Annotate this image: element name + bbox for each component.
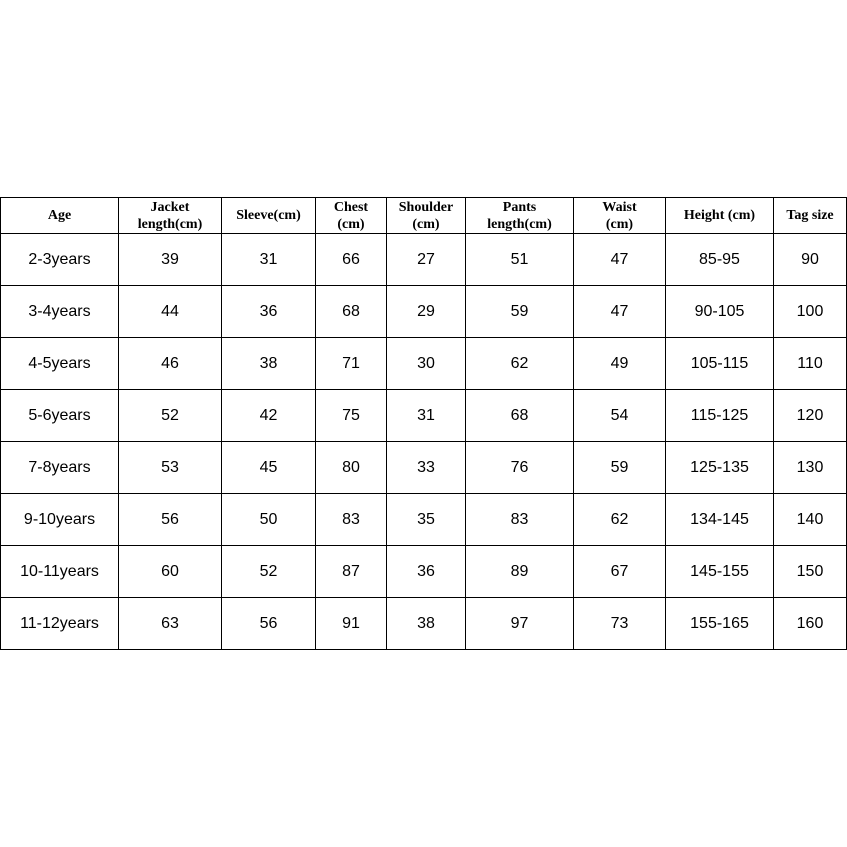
cell-shoulder: 33 xyxy=(387,442,466,494)
cell-sleeve: 56 xyxy=(222,598,316,650)
cell-shoulder: 35 xyxy=(387,494,466,546)
cell-pants-length: 76 xyxy=(466,442,574,494)
cell-sleeve: 45 xyxy=(222,442,316,494)
header-sleeve: Sleeve(cm) xyxy=(222,198,316,234)
cell-tag-size: 90 xyxy=(774,234,847,286)
cell-pants-length: 59 xyxy=(466,286,574,338)
header-row xyxy=(1,198,847,234)
cell-pants-length: 51 xyxy=(466,234,574,286)
cell-chest: 66 xyxy=(316,234,387,286)
cell-pants-length: 83 xyxy=(466,494,574,546)
cell-shoulder: 36 xyxy=(387,546,466,598)
header-height: Height (cm) xyxy=(666,198,774,234)
header-jacket-length: Jacket length(cm) xyxy=(119,198,222,234)
header-shoulder: Shoulder (cm) xyxy=(387,198,466,234)
cell-sleeve: 38 xyxy=(222,338,316,390)
cell-waist: 47 xyxy=(574,234,666,286)
cell-height: 85-95 xyxy=(666,234,774,286)
cell-pants-length: 68 xyxy=(466,390,574,442)
table-header xyxy=(1,198,847,234)
table-row xyxy=(1,234,847,286)
cell-shoulder: 29 xyxy=(387,286,466,338)
table-row xyxy=(1,494,847,546)
cell-height: 145-155 xyxy=(666,546,774,598)
table-row xyxy=(1,286,847,338)
cell-age: 11-12years xyxy=(1,598,119,650)
cell-jacket-length: 56 xyxy=(119,494,222,546)
cell-waist: 54 xyxy=(574,390,666,442)
cell-tag-size: 140 xyxy=(774,494,847,546)
table-row xyxy=(1,442,847,494)
cell-age: 7-8years xyxy=(1,442,119,494)
cell-height: 90-105 xyxy=(666,286,774,338)
cell-age: 4-5years xyxy=(1,338,119,390)
cell-jacket-length: 60 xyxy=(119,546,222,598)
cell-tag-size: 150 xyxy=(774,546,847,598)
cell-jacket-length: 46 xyxy=(119,338,222,390)
header-pants-length: Pants length(cm) xyxy=(466,198,574,234)
cell-waist: 67 xyxy=(574,546,666,598)
cell-jacket-length: 39 xyxy=(119,234,222,286)
cell-tag-size: 110 xyxy=(774,338,847,390)
table-row xyxy=(1,598,847,650)
cell-chest: 87 xyxy=(316,546,387,598)
cell-sleeve: 50 xyxy=(222,494,316,546)
cell-waist: 59 xyxy=(574,442,666,494)
table-row xyxy=(1,338,847,390)
table-row xyxy=(1,390,847,442)
header-age: Age xyxy=(1,198,119,234)
cell-tag-size: 100 xyxy=(774,286,847,338)
cell-jacket-length: 52 xyxy=(119,390,222,442)
cell-shoulder: 30 xyxy=(387,338,466,390)
cell-tag-size: 120 xyxy=(774,390,847,442)
cell-waist: 49 xyxy=(574,338,666,390)
header-waist: Waist (cm) xyxy=(574,198,666,234)
cell-sleeve: 31 xyxy=(222,234,316,286)
table-body xyxy=(1,234,847,650)
cell-age: 9-10years xyxy=(1,494,119,546)
cell-shoulder: 27 xyxy=(387,234,466,286)
cell-shoulder: 38 xyxy=(387,598,466,650)
cell-chest: 80 xyxy=(316,442,387,494)
table-row xyxy=(1,546,847,598)
cell-height: 105-115 xyxy=(666,338,774,390)
cell-sleeve: 36 xyxy=(222,286,316,338)
cell-shoulder: 31 xyxy=(387,390,466,442)
cell-height: 125-135 xyxy=(666,442,774,494)
cell-age: 5-6years xyxy=(1,390,119,442)
cell-height: 155-165 xyxy=(666,598,774,650)
cell-pants-length: 62 xyxy=(466,338,574,390)
cell-age: 2-3years xyxy=(1,234,119,286)
cell-chest: 83 xyxy=(316,494,387,546)
cell-jacket-length: 44 xyxy=(119,286,222,338)
cell-chest: 71 xyxy=(316,338,387,390)
cell-chest: 91 xyxy=(316,598,387,650)
cell-age: 3-4years xyxy=(1,286,119,338)
cell-sleeve: 52 xyxy=(222,546,316,598)
cell-waist: 73 xyxy=(574,598,666,650)
cell-waist: 47 xyxy=(574,286,666,338)
cell-pants-length: 97 xyxy=(466,598,574,650)
cell-waist: 62 xyxy=(574,494,666,546)
size-chart-table xyxy=(0,197,847,650)
cell-jacket-length: 53 xyxy=(119,442,222,494)
cell-height: 115-125 xyxy=(666,390,774,442)
cell-age: 10-11years xyxy=(1,546,119,598)
cell-chest: 75 xyxy=(316,390,387,442)
cell-tag-size: 160 xyxy=(774,598,847,650)
header-chest: Chest (cm) xyxy=(316,198,387,234)
cell-tag-size: 130 xyxy=(774,442,847,494)
cell-chest: 68 xyxy=(316,286,387,338)
header-tag-size: Tag size xyxy=(774,198,847,234)
cell-sleeve: 42 xyxy=(222,390,316,442)
cell-jacket-length: 63 xyxy=(119,598,222,650)
cell-pants-length: 89 xyxy=(466,546,574,598)
cell-height: 134-145 xyxy=(666,494,774,546)
